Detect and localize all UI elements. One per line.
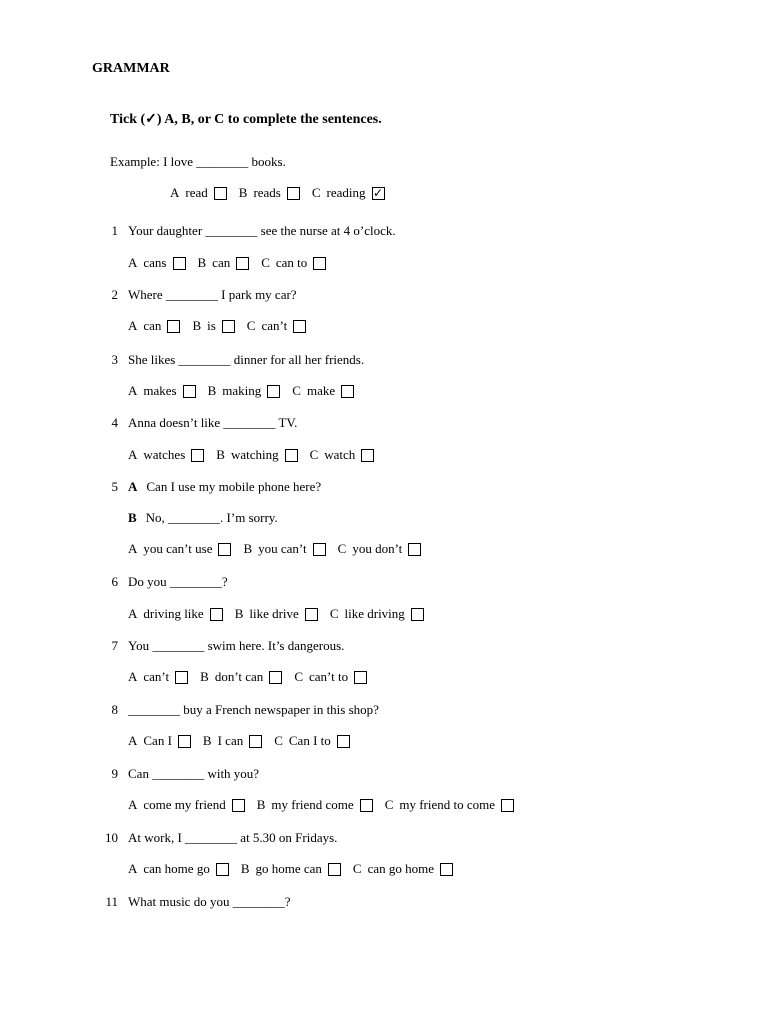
option-letter: A bbox=[128, 447, 138, 462]
tick-box[interactable] bbox=[222, 320, 235, 333]
answer-option-a bbox=[128, 669, 188, 685]
option-letter: C bbox=[309, 447, 319, 462]
option-text: can home go bbox=[143, 861, 210, 876]
option-text: make bbox=[306, 383, 336, 398]
option-text: Can I to bbox=[288, 733, 331, 748]
question-number: 7 bbox=[111, 638, 118, 653]
answer-option-b bbox=[257, 797, 373, 813]
option-text: driving like bbox=[143, 606, 204, 621]
question-text: At work, I ________ at 5.30 on Fridays. bbox=[128, 830, 338, 845]
tick-box[interactable] bbox=[178, 735, 191, 748]
question-number: 11 bbox=[105, 894, 118, 909]
option-letter: B bbox=[200, 669, 209, 684]
answer-option-a bbox=[128, 447, 204, 463]
question-text: ________ buy a French newspaper in this shop? bbox=[128, 702, 379, 717]
answer-option-a bbox=[128, 861, 229, 877]
example-option-a bbox=[170, 185, 227, 201]
tick-box[interactable] bbox=[293, 320, 306, 333]
option-text: can go home bbox=[367, 861, 434, 876]
answer-option-b bbox=[203, 733, 262, 749]
answer-option-a bbox=[128, 797, 245, 813]
tick-box-checked[interactable] bbox=[372, 187, 385, 200]
tick-box[interactable] bbox=[411, 608, 424, 621]
option-letter: B bbox=[197, 255, 207, 270]
section-heading: GRAMMAR bbox=[92, 61, 170, 76]
question-number: 8 bbox=[111, 702, 118, 717]
answer-option-b bbox=[243, 541, 325, 557]
answer-options bbox=[128, 861, 465, 877]
answer-option-b bbox=[208, 383, 281, 399]
answer-option-c bbox=[330, 606, 424, 622]
question-number: 4 bbox=[111, 415, 118, 430]
answer-option-b bbox=[200, 669, 282, 685]
answer-option-c bbox=[274, 733, 350, 749]
option-letter: B bbox=[243, 541, 253, 556]
question-text: Do you ________? bbox=[128, 574, 228, 589]
tick-box[interactable] bbox=[236, 257, 249, 270]
example-sentence: Example: I love ________ books. bbox=[110, 154, 286, 169]
option-letter: A bbox=[128, 861, 138, 876]
question-number: 5 bbox=[111, 479, 118, 494]
option-text: like driving bbox=[344, 606, 405, 621]
option-text: can’t to bbox=[308, 669, 349, 684]
tick-box[interactable] bbox=[360, 799, 373, 812]
question-text: Your daughter ________ see the nurse at 4 o’clock. bbox=[128, 223, 396, 238]
option-text: you don’t bbox=[352, 541, 403, 556]
tick-box[interactable] bbox=[313, 543, 326, 556]
answer-option-b bbox=[198, 255, 250, 271]
option-letter: A bbox=[128, 541, 138, 556]
tick-box[interactable] bbox=[214, 187, 227, 200]
option-letter: A bbox=[128, 255, 138, 270]
dialogue-text: No, ________. I’m sorry. bbox=[145, 510, 278, 525]
option-text: you can’t use bbox=[143, 541, 213, 556]
answer-option-c bbox=[310, 447, 375, 463]
dialogue-line bbox=[128, 510, 278, 526]
question-text: Where ________ I park my car? bbox=[128, 287, 297, 302]
question-number: 10 bbox=[105, 830, 118, 845]
option-text: makes bbox=[143, 383, 177, 398]
answer-options bbox=[128, 447, 386, 463]
option-letter: C bbox=[292, 383, 301, 398]
speaker-label: B bbox=[128, 510, 137, 525]
option-text: can bbox=[143, 318, 162, 333]
tick-box[interactable] bbox=[361, 449, 374, 462]
tick-box[interactable] bbox=[408, 543, 421, 556]
tick-box[interactable] bbox=[232, 799, 245, 812]
answer-option-c bbox=[292, 383, 354, 399]
answer-option-c bbox=[338, 541, 422, 557]
option-letter: C bbox=[274, 733, 283, 748]
option-letter: B bbox=[207, 383, 217, 398]
option-text: my friend come bbox=[271, 797, 354, 812]
tick-box[interactable] bbox=[354, 671, 367, 684]
tick-box[interactable] bbox=[305, 608, 318, 621]
answer-option-c bbox=[353, 861, 453, 877]
question-text: Anna doesn’t like ________ TV. bbox=[128, 415, 298, 430]
answer-option-a bbox=[128, 541, 231, 557]
answer-option-c bbox=[385, 797, 514, 813]
tick-box[interactable] bbox=[175, 671, 188, 684]
option-letter: A bbox=[128, 318, 138, 333]
tick-box[interactable] bbox=[216, 863, 229, 876]
answer-option-b bbox=[216, 447, 297, 463]
option-text: come my friend bbox=[143, 797, 226, 812]
option-letter: C bbox=[352, 861, 362, 876]
option-letter: C bbox=[294, 669, 303, 684]
answer-option-b bbox=[241, 861, 341, 877]
tick-box[interactable] bbox=[267, 385, 280, 398]
question-number: 3 bbox=[111, 352, 118, 367]
question-number: 1 bbox=[111, 223, 118, 238]
example-option-b bbox=[239, 185, 300, 201]
tick-box[interactable] bbox=[173, 257, 186, 270]
option-letter: C bbox=[311, 185, 321, 200]
option-text: can’t bbox=[143, 669, 170, 684]
answer-options bbox=[128, 383, 366, 399]
tick-box[interactable] bbox=[191, 449, 204, 462]
option-letter: C bbox=[261, 255, 270, 270]
speaker-label: A bbox=[128, 479, 138, 494]
answer-options bbox=[128, 797, 526, 813]
answer-option-b bbox=[235, 606, 318, 622]
option-text: reading bbox=[326, 185, 366, 200]
option-text: can’t bbox=[261, 318, 288, 333]
option-text: don’t can bbox=[214, 669, 264, 684]
tick-box[interactable] bbox=[285, 449, 298, 462]
option-text: you can’t bbox=[258, 541, 307, 556]
check-icon: ✓ bbox=[373, 185, 384, 200]
answer-options bbox=[128, 318, 318, 334]
option-text: Can I bbox=[143, 733, 172, 748]
dialogue-text: Can I use my mobile phone here? bbox=[146, 479, 322, 494]
answer-option-c bbox=[294, 669, 367, 685]
answer-options bbox=[128, 669, 379, 685]
option-letter: A bbox=[128, 797, 138, 812]
answer-options bbox=[128, 733, 362, 749]
option-letter: C bbox=[337, 541, 347, 556]
answer-options bbox=[128, 541, 433, 557]
option-letter: A bbox=[128, 733, 138, 748]
option-letter: B bbox=[234, 606, 244, 621]
question-number: 2 bbox=[111, 287, 118, 302]
option-letter: A bbox=[128, 606, 138, 621]
tick-box[interactable] bbox=[337, 735, 350, 748]
answer-option-b bbox=[192, 318, 234, 334]
option-letter: C bbox=[246, 318, 256, 333]
answer-option-c bbox=[261, 255, 326, 271]
question-text: You ________ swim here. It’s dangerous. bbox=[128, 638, 345, 653]
option-letter: B bbox=[216, 447, 225, 462]
tick-box[interactable] bbox=[341, 385, 354, 398]
option-text: reads bbox=[253, 185, 281, 200]
tick-box[interactable] bbox=[313, 257, 326, 270]
question-number: 9 bbox=[111, 766, 118, 781]
question-number: 6 bbox=[111, 574, 118, 589]
option-text: is bbox=[207, 318, 216, 333]
option-letter: C bbox=[329, 606, 339, 621]
option-letter: B bbox=[202, 733, 212, 748]
option-text: can to bbox=[275, 255, 308, 270]
option-letter: B bbox=[256, 797, 266, 812]
answer-option-a bbox=[128, 383, 196, 399]
answer-option-a bbox=[128, 255, 186, 271]
tick-box[interactable] bbox=[328, 863, 341, 876]
option-text: like drive bbox=[249, 606, 299, 621]
answer-option-a bbox=[128, 733, 191, 749]
option-letter: A bbox=[170, 185, 180, 200]
option-letter: C bbox=[384, 797, 394, 812]
answer-options bbox=[128, 255, 338, 271]
tick-box[interactable] bbox=[440, 863, 453, 876]
tick-box[interactable] bbox=[210, 608, 223, 621]
answer-option-a bbox=[128, 606, 223, 622]
answer-option-a bbox=[128, 318, 180, 334]
option-text: can bbox=[212, 255, 231, 270]
option-text: cans bbox=[143, 255, 167, 270]
option-text: making bbox=[222, 383, 262, 398]
answer-options bbox=[128, 606, 436, 622]
option-text: watches bbox=[143, 447, 186, 462]
option-letter: B bbox=[192, 318, 202, 333]
tick-box[interactable] bbox=[167, 320, 180, 333]
example-option-c bbox=[312, 185, 385, 201]
option-letter: A bbox=[128, 383, 138, 398]
tick-box[interactable] bbox=[249, 735, 262, 748]
question-text: She likes ________ dinner for all her friends. bbox=[128, 352, 365, 367]
instructions: Tick (✓) A, B, or C to complete the sentences. bbox=[110, 112, 382, 127]
dialogue-line bbox=[128, 479, 321, 495]
option-letter: B bbox=[238, 185, 248, 200]
example-options bbox=[170, 185, 397, 201]
tick-box[interactable] bbox=[183, 385, 196, 398]
tick-box[interactable] bbox=[501, 799, 514, 812]
question-text: Can ________ with you? bbox=[128, 766, 260, 781]
tick-box[interactable] bbox=[218, 543, 231, 556]
tick-box[interactable] bbox=[287, 187, 300, 200]
answer-option-c bbox=[247, 318, 306, 334]
option-text: I can bbox=[217, 733, 244, 748]
option-letter: B bbox=[240, 861, 250, 876]
option-text: my friend to come bbox=[399, 797, 496, 812]
option-text: read bbox=[185, 185, 208, 200]
option-text: watching bbox=[230, 447, 279, 462]
option-letter: A bbox=[128, 669, 138, 684]
option-text: watch bbox=[324, 447, 356, 462]
tick-box[interactable] bbox=[269, 671, 282, 684]
option-text: go home can bbox=[255, 861, 322, 876]
question-text: What music do you ________? bbox=[128, 894, 291, 909]
